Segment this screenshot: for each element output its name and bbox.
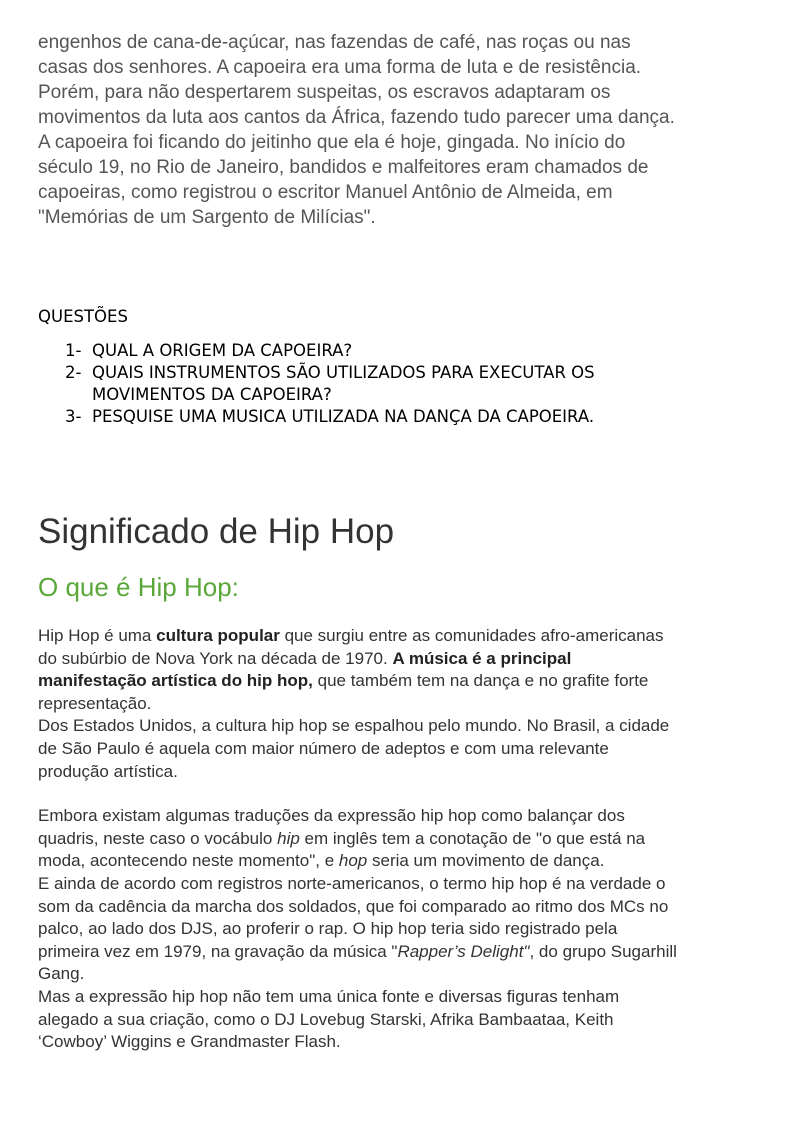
question-text: PESQUISE UMA MUSICA UTILIZADA NA DANÇA DA CAPOEIRA. [92, 407, 595, 426]
text-run: seria um movimento de dança. [367, 851, 605, 871]
text-run: em inglês tem a conotação de "o que está na moda, acontecendo neste momento", e [38, 828, 646, 871]
italic-text: hop [338, 851, 368, 871]
question-text: QUAIS INSTRUMENTOS SÃO UTILIZADOS PARA EXECUTAR OS MOVIMENTOS DA CAPOEIRA? [92, 363, 595, 404]
italic-text: Rapper’s Delight" [397, 941, 530, 961]
question-item [65, 340, 683, 362]
hiphop-paragraph-1 [38, 625, 683, 715]
questions-heading: QUESTÕES [38, 307, 128, 326]
document-page [38, 30, 683, 1054]
bold-text: A música é a principal manifestação artística do hip hop, [38, 648, 572, 691]
hiphop-paragraph-3 [38, 805, 683, 873]
hiphop-subtitle: O que é Hip Hop: [38, 572, 239, 602]
text-run: Embora existam algumas traduções da expressão hip hop como balançar dos quadris, neste caso o vocábulo [38, 806, 625, 848]
text-run: , do grupo Sugarhill Gang. [38, 941, 677, 984]
hiphop-title: Significado de Hip Hop [38, 512, 395, 551]
question-item [65, 362, 683, 406]
italic-text: hip [277, 828, 300, 848]
questions-list [38, 340, 683, 428]
capoeira-intro-paragraph: engenhos de cana-de-açúcar, nas fazendas de café, nas roças ou nas casas dos senhores. A capoeira era uma forma de luta e de resistência. Porém, para não despertarem suspeitas, os escravos adaptaram os movimentos da luta aos cantos da África, fazendo tudo parecer uma dança. A capoeira foi ficando do jeitinho que ela é hoje, gingada. No início do século 19, no Rio de Janeiro, bandidos e malfeitores eram chamados de capoeiras, como registrou o escritor Manuel Antônio de Almeida, em "Memórias de um Sargento de Milícias". [38, 32, 675, 228]
text-run: E ainda de acordo com registros norte-americanos, o termo hip hop é na verdade o som da cadência da marcha dos soldados, que foi comparado ao ritmo dos MCs no palco, ao lado dos DJS, ao proferir o rap. O hip hop teria sido registrado pela primeira vez em 1979, na gravação da música " [38, 873, 669, 961]
text-run: Hip Hop é uma [38, 626, 157, 645]
bold-text: cultura popular [156, 626, 280, 645]
question-number: 3- [65, 407, 82, 426]
hiphop-paragraph-5: Mas a expressão hip hop não tem uma única fonte e diversas figuras tenham alegado a sua criação, como o DJ Lovebug Starski, Afrika Bambaataa, Keith ‘Cowboy’ Wiggins e Grandmaster Flash. [38, 986, 620, 1052]
question-number: 2- [65, 363, 82, 382]
text-run: que surgiu entre as comunidades afro-americanas do subúrbio de Nova York na década de 1970. [38, 626, 664, 668]
question-number: 1- [65, 341, 82, 360]
text-run: que também tem na dança e no grafite forte representação. [38, 671, 649, 713]
question-item [65, 406, 683, 428]
hiphop-paragraph-2: Dos Estados Unidos, a cultura hip hop se espalhou pelo mundo. No Brasil, a cidade de São Paulo é aquela com maior número de adeptos e com uma relevante produção artística. [38, 716, 670, 781]
question-text: QUAL A ORIGEM DA CAPOEIRA? [92, 341, 353, 360]
hiphop-paragraph-4 [38, 873, 683, 986]
